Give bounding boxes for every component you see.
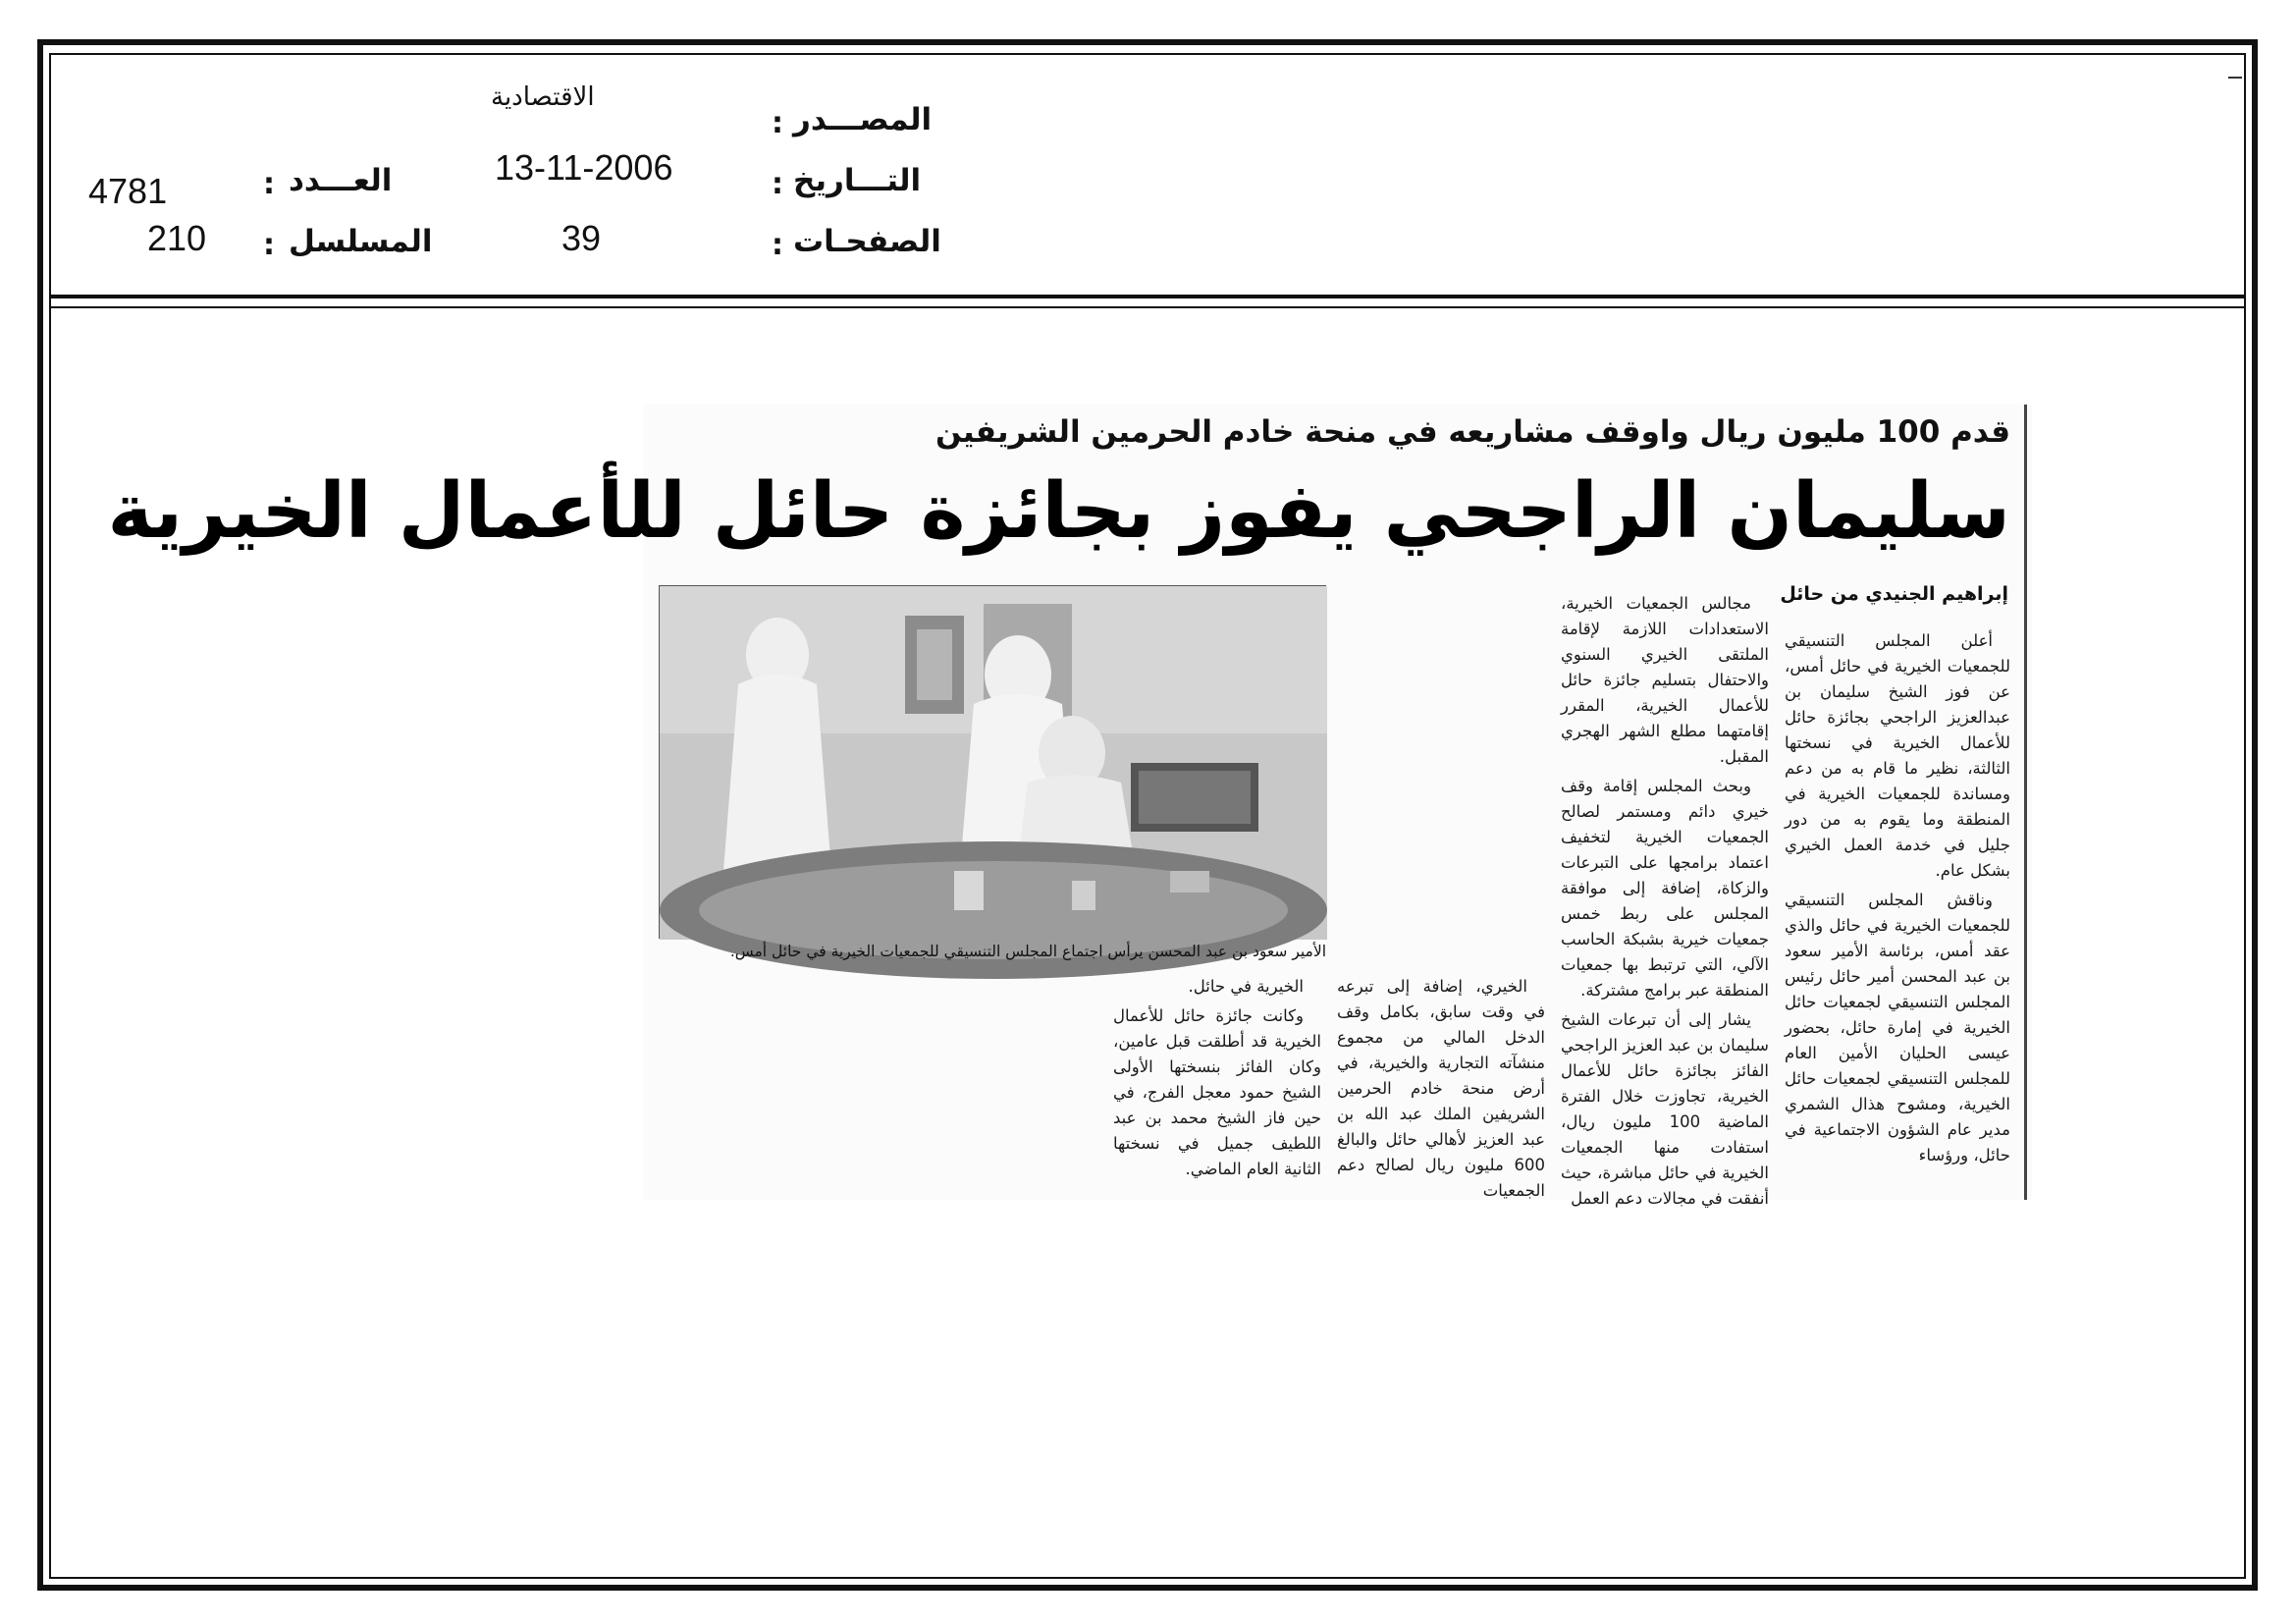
pages-value: 39 <box>561 218 602 258</box>
pages-label: الصفحـات <box>793 224 941 259</box>
date-colon: : <box>772 167 783 201</box>
paragraph: يشار إلى أن تبرعات الشيخ سليمان بن عبد العزيز الراجحي الفائز بجائزة حائل للأعمال الخيرية، تجاوزت خلال الفترة الماضية 100 مليون ريال، استفادت منها الجمعيات الخيرية في حائل مباشرة، حيث أنفقت في مجالات دعم العمل <box>1561 1010 1769 1208</box>
header-divider <box>49 295 2246 308</box>
article-byline: إبراهيم الجنيدي من حائل <box>1780 583 2008 605</box>
paragraph: وناقش المجلس التنسيقي للجمعيات الخيرية في حائل والذي عقد أمس، برئاسة الأمير سعود بن عبد المحسن أمير حائل رئيس المجلس التنسيقي لجمعيات حائل الخيرية في إمارة حائل، بحضور عيسى الحليان الأمين العام للمجلس التنسيقي لجمعيات حائل الخيرية، ومشوح هذال الشمري مدير عام الشؤون الاجتماعية في حائل، ورؤساء <box>1785 891 2010 1164</box>
article-column-1 <box>1785 628 2010 1178</box>
clipping-edge <box>2024 405 2027 1200</box>
date-label: التـــاريخ <box>793 163 922 198</box>
paragraph: مجالس الجمعيات الخيرية، الاستعدادات اللازمة لإقامة الملتقى الخيري السنوي والاحتفال بتسليم جائزة حائل للأعمال الخيرية، المقرر إقامتهما مطلع الشهر الهجري المقبل. <box>1561 594 1769 766</box>
corner-mark <box>2228 77 2242 79</box>
source-label: المصـــدر <box>793 102 933 137</box>
article-clipping <box>107 405 2032 1208</box>
date-value: 13-11-2006 <box>495 147 673 188</box>
article-subheadline: قدم 100 مليون ريال واوقف مشاريعه في منحة خادم الحرمين الشريفين <box>934 414 2010 450</box>
article-column-3 <box>1337 974 1545 1200</box>
paragraph: الخيرية في حائل. <box>1188 977 1304 996</box>
article-column-4 <box>1113 974 1321 1190</box>
source-colon: : <box>772 106 783 140</box>
source-value: الاقتصادية <box>491 82 595 112</box>
paragraph: أعلن المجلس التنسيقي للجمعيات الخيرية في حائل أمس، عن فوز الشيخ سليمان بن عبدالعزيز الراجحي بجائزة حائل للأعمال الخيرية في نسختها الثالثة، نظير ما قام به من دعم ومساندة للجمعيات الخيرية في المنطقة وما يقوم به من دور جليل في خدمة العمل الخيري بشكل عام. <box>1785 631 2010 880</box>
paragraph: الخيري، إضافة إلى تبرعه في وقت سابق، بكامل وقف الدخل المالي من مجموع منشآته التجارية والخيرية، في أرض منحة خادم الحرمين الشريفين الملك عبد الله بن عبد العزيز لأهالي حائل والبالغ 600 مليون ريال لصالح دعم الجمعيات <box>1337 977 1545 1200</box>
paragraph: وبحث المجلس إقامة وقف خيري دائم ومستمر لصالح الجمعيات الخيرية لتخفيف اعتماد برامجها على التبرعات والزكاة، إضافة إلى موافقة المجلس على ربط خمس جمعيات خيرية بشبكة الحاسب الآلي، التي ترتبط بها جمعيات المنطقة عبر برامج مشتركة. <box>1561 777 1769 1000</box>
issue-value: 4781 <box>88 171 168 211</box>
serial-label: المسلسل <box>289 224 433 259</box>
article-headline: سليمان الراجحي يفوز بجائزة حائل للأعمال الخيرية <box>107 467 2010 556</box>
issue-label: العـــدد <box>289 163 393 198</box>
photo-illustration <box>660 586 1327 940</box>
article-column-2 <box>1561 591 1769 1208</box>
serial-colon: : <box>263 228 275 262</box>
serial-value: 210 <box>147 218 207 258</box>
issue-colon: : <box>263 167 275 201</box>
pages-colon: : <box>772 228 783 262</box>
paragraph: وكانت جائزة حائل للأعمال الخيرية قد أطلقت قبل عامين، وكان الفائز بنسختها الأولى الشيخ حمود معجل الفرج، في حين فاز الشيخ محمد بن عبد اللطيف جميل في نسختها الثانية العام الماضي. <box>1113 1006 1321 1178</box>
article-photo <box>659 585 1326 939</box>
photo-caption: الأمير سعود بن عبد المحسن يرأس اجتماع المجلس التنسيقي للجمعيات الخيرية في حائل أمس. <box>729 943 1326 960</box>
